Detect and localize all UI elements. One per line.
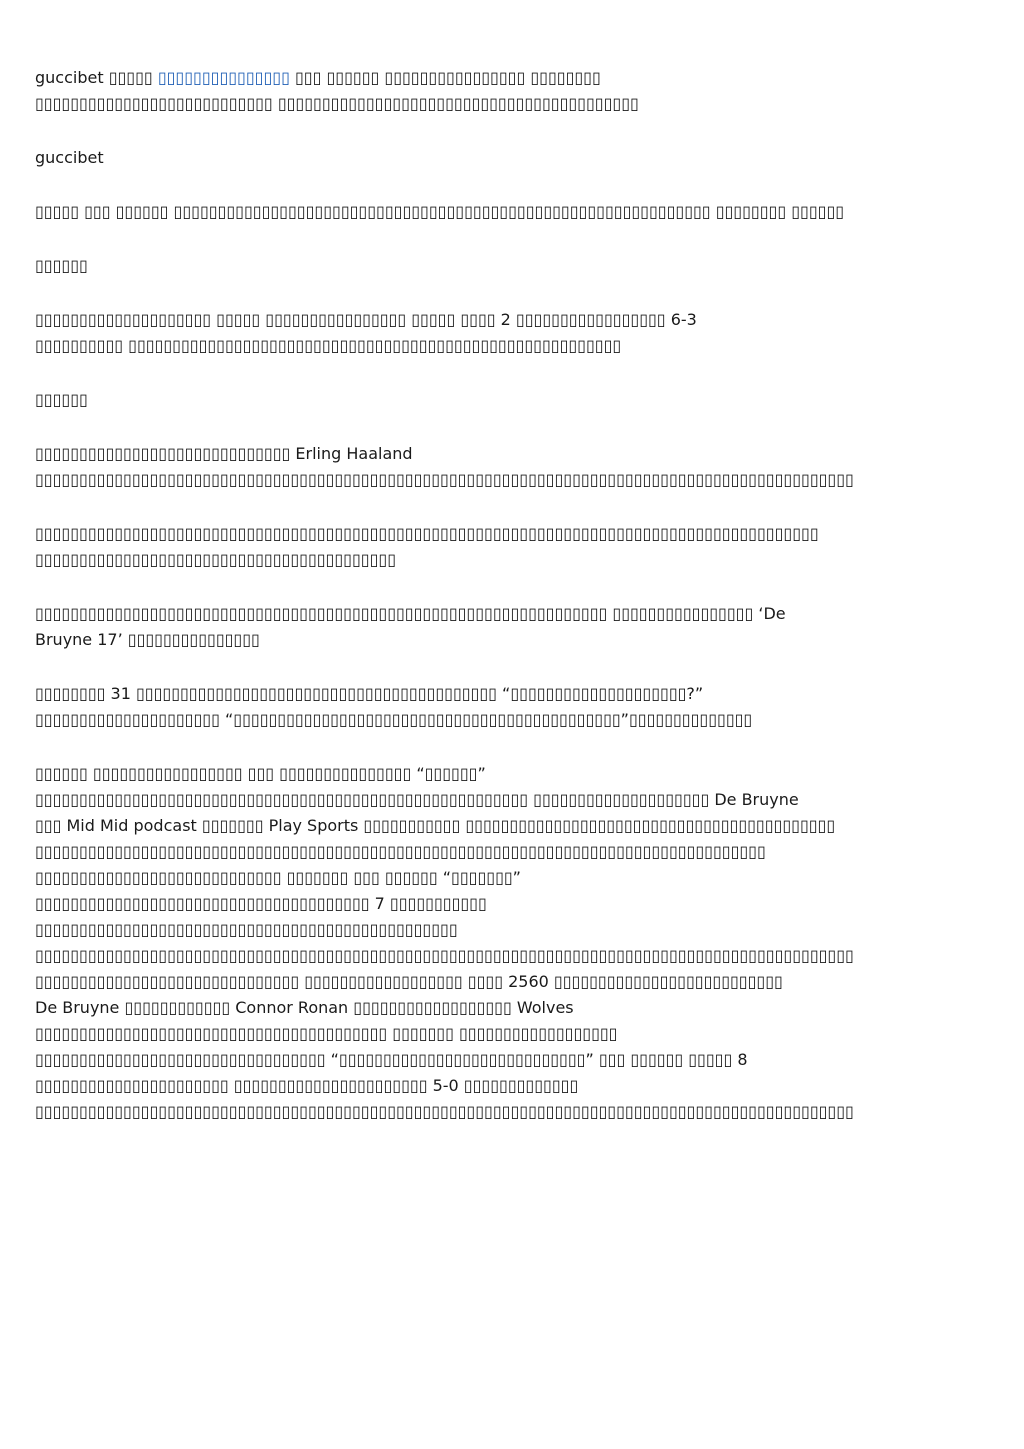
paragraph-9-line: ▯▯▯▯▯▯▯▯▯▯▯▯▯▯▯▯▯▯▯▯▯▯▯▯▯▯▯▯▯▯ ▯▯▯▯▯▯▯▯▯▯▯▯▯▯▯▯▯▯ ▯▯▯▯ 2560 ▯▯▯▯▯▯▯▯▯▯▯▯▯▯▯▯▯▯▯▯▯▯▯▯▯▯ <box>35 972 783 991</box>
intro-text-start: guccibet ▯▯▯▯▯ <box>35 68 158 87</box>
paragraph-6: ▯▯▯▯▯▯▯▯▯▯▯▯▯▯▯▯▯▯▯▯▯▯▯▯▯▯▯▯▯▯▯▯▯▯▯▯▯▯▯▯▯▯▯▯▯▯▯▯▯▯▯▯▯▯▯▯▯▯▯▯▯▯▯▯▯▯▯▯▯▯▯▯▯▯▯▯▯▯▯▯▯▯▯▯▯▯▯▯▯ ▯▯▯▯▯▯▯▯▯▯▯▯▯▯▯▯▯▯▯▯▯▯▯▯▯▯▯▯▯▯▯▯▯▯▯▯▯▯▯▯▯ <box>35 524 819 569</box>
brand-line: guccibet <box>35 148 104 167</box>
paragraph-9 <box>35 761 990 1125</box>
paragraph-9-line: De Bruyne ▯▯▯▯▯▯▯▯▯▯▯▯ Connor Ronan ▯▯▯▯▯▯▯▯▯▯▯▯▯▯▯▯▯▯ Wolves <box>35 998 574 1017</box>
intro-text-rest: ▯▯▯ ▯▯▯▯▯▯ ▯▯▯▯▯▯▯▯▯▯▯▯▯▯▯▯ ▯▯▯▯▯▯▯▯ ▯▯▯▯▯▯▯▯▯▯▯▯▯▯▯▯▯▯▯▯▯▯▯▯▯▯▯ ▯▯▯▯▯▯▯▯▯▯▯▯▯▯▯▯▯▯▯▯▯▯▯▯▯▯▯▯▯▯▯▯▯▯▯▯▯▯▯▯▯ <box>35 68 639 113</box>
paragraph-9-line: ▯▯▯▯▯▯▯▯▯▯▯▯▯▯▯▯▯▯▯▯▯▯▯▯▯▯▯▯▯▯▯▯▯▯▯▯▯▯▯▯ ▯▯▯▯▯▯▯ ▯▯▯▯▯▯▯▯▯▯▯▯▯▯▯▯▯▯ <box>35 1024 618 1043</box>
paragraph-3: ▯▯▯▯▯ ▯▯▯ ▯▯▯▯▯▯ ▯▯▯▯▯▯▯▯▯▯▯▯▯▯▯▯▯▯▯▯▯▯▯▯▯▯▯▯▯▯▯▯▯▯▯▯▯▯▯▯▯▯▯▯▯▯▯▯▯▯▯▯▯▯▯▯▯▯▯▯▯ ▯▯▯▯▯▯▯▯ ▯▯▯▯▯▯ <box>35 202 845 221</box>
section-heading-1: ▯▯▯▯▯▯ <box>35 256 88 275</box>
paragraph-9-line: ▯▯▯▯▯▯▯▯▯▯▯▯▯▯▯▯▯▯▯▯▯▯ ▯▯▯▯▯▯▯▯▯▯▯▯▯▯▯▯▯▯▯▯▯▯ 5-0 ▯▯▯▯▯▯▯▯▯▯▯▯▯ <box>35 1076 579 1095</box>
paragraph-9-line: ▯▯▯▯▯▯▯▯▯▯▯▯▯▯▯▯▯▯▯▯▯▯▯▯▯▯▯▯▯▯▯▯▯▯▯▯▯▯▯▯▯▯▯▯▯▯▯▯▯▯▯▯▯▯▯▯▯▯▯▯▯▯▯▯▯▯▯▯▯▯▯▯▯▯▯▯▯▯▯▯▯▯▯▯▯▯▯▯▯▯▯▯▯ <box>35 1102 854 1121</box>
paragraph-9-line: ▯▯▯▯▯▯▯▯▯▯▯▯▯▯▯▯▯▯▯▯▯▯▯▯▯▯▯▯▯▯▯▯▯▯▯▯▯▯▯▯▯▯▯▯▯▯▯▯▯▯▯▯▯▯▯▯ ▯▯▯▯▯▯▯▯▯▯▯▯▯▯▯▯▯▯▯▯ De Bruyne <box>35 790 799 809</box>
intro-paragraph <box>35 65 990 117</box>
paragraph-9-line: ▯▯▯▯▯▯▯▯▯▯▯▯▯▯▯▯▯▯▯▯▯▯▯▯▯▯▯▯ ▯▯▯▯▯▯▯ ▯▯▯ ▯▯▯▯▯▯ “▯▯▯▯▯▯▯” <box>35 868 521 887</box>
paragraph-4: ▯▯▯▯▯▯▯▯▯▯▯▯▯▯▯▯▯▯▯▯ ▯▯▯▯▯ ▯▯▯▯▯▯▯▯▯▯▯▯▯▯▯▯ ▯▯▯▯▯ ▯▯▯▯ 2 ▯▯▯▯▯▯▯▯▯▯▯▯▯▯▯▯▯ 6-3 ▯▯▯▯▯▯▯▯▯▯ ▯▯▯▯▯▯▯▯▯▯▯▯▯▯▯▯▯▯▯▯▯▯▯▯▯▯▯▯▯▯▯▯▯▯▯▯▯▯▯▯▯▯▯▯▯▯▯▯▯▯▯▯▯▯▯▯ <box>35 310 697 355</box>
paragraph-9-line: ▯▯▯▯▯▯▯▯▯▯▯▯▯▯▯▯▯▯▯▯▯▯▯▯▯▯▯▯▯▯▯▯▯▯▯▯▯▯ 7 ▯▯▯▯▯▯▯▯▯▯▯ <box>35 894 487 913</box>
article-link[interactable]: ▯▯▯▯▯▯▯▯▯▯▯▯▯▯▯ <box>157 68 290 87</box>
paragraph-9-line: ▯▯▯▯▯▯ ▯▯▯▯▯▯▯▯▯▯▯▯▯▯▯▯▯ ▯▯▯ ▯▯▯▯▯▯▯▯▯▯▯▯▯▯▯ “▯▯▯▯▯▯” <box>35 764 486 783</box>
paragraph-7: ▯▯▯▯▯▯▯▯▯▯▯▯▯▯▯▯▯▯▯▯▯▯▯▯▯▯▯▯▯▯▯▯▯▯▯▯▯▯▯▯▯▯▯▯▯▯▯▯▯▯▯▯▯▯▯▯▯▯▯▯▯▯▯▯▯ ▯▯▯▯▯▯▯▯▯▯▯▯▯▯▯▯ ‘De Bruyne 17’ ▯▯▯▯▯▯▯▯▯▯▯▯▯▯▯ <box>35 604 786 649</box>
paragraph-5-line-1: ▯▯▯▯▯▯▯▯▯▯▯▯▯▯▯▯▯▯▯▯▯▯▯▯▯▯▯▯▯ Erling Haaland <box>35 444 413 463</box>
paragraph-9-line: ▯▯▯▯▯▯▯▯▯▯▯▯▯▯▯▯▯▯▯▯▯▯▯▯▯▯▯▯▯▯▯▯▯▯▯▯▯▯▯▯▯▯▯▯▯▯▯▯ <box>35 920 458 939</box>
paragraph-5 <box>35 441 990 493</box>
paragraph-9-line: ▯▯▯▯▯▯▯▯▯▯▯▯▯▯▯▯▯▯▯▯▯▯▯▯▯▯▯▯▯▯▯▯▯▯▯▯▯▯▯▯▯▯▯▯▯▯▯▯▯▯▯▯▯▯▯▯▯▯▯▯▯▯▯▯▯▯▯▯▯▯▯▯▯▯▯▯▯▯▯▯▯▯▯▯▯▯▯▯▯▯▯▯▯ <box>35 946 854 965</box>
paragraph-9-line: ▯▯▯▯▯▯▯▯▯▯▯▯▯▯▯▯▯▯▯▯▯▯▯▯▯▯▯▯▯▯▯▯▯▯▯▯▯▯▯▯▯▯▯▯▯▯▯▯▯▯▯▯▯▯▯▯▯▯▯▯▯▯▯▯▯▯▯▯▯▯▯▯▯▯▯▯▯▯▯▯▯▯▯ <box>35 842 766 861</box>
paragraph-5-line-2: ▯▯▯▯▯▯▯▯▯▯▯▯▯▯▯▯▯▯▯▯▯▯▯▯▯▯▯▯▯▯▯▯▯▯▯▯▯▯▯▯▯▯▯▯▯▯▯▯▯▯▯▯▯▯▯▯▯▯▯▯▯▯▯▯▯▯▯▯▯▯▯▯▯▯▯▯▯▯▯▯▯▯▯▯▯▯▯▯▯▯▯▯▯ <box>35 470 854 489</box>
section-heading-2: ▯▯▯▯▯▯ <box>35 390 88 409</box>
paragraph-9-line: ▯▯▯▯▯▯▯▯▯▯▯▯▯▯▯▯▯▯▯▯▯▯▯▯▯▯▯▯▯▯▯▯▯ “▯▯▯▯▯▯▯▯▯▯▯▯▯▯▯▯▯▯▯▯▯▯▯▯▯▯▯▯” ▯▯▯ ▯▯▯▯▯▯ ▯▯▯▯▯ 8 <box>35 1050 748 1069</box>
paragraph-9-line: ▯▯▯ Mid Mid podcast ▯▯▯▯▯▯▯ Play Sports ▯▯▯▯▯▯▯▯▯▯▯ ▯▯▯▯▯▯▯▯▯▯▯▯▯▯▯▯▯▯▯▯▯▯▯▯▯▯▯▯▯▯▯▯▯▯▯▯▯▯▯▯▯▯ <box>35 816 836 835</box>
paragraph-8: ▯▯▯▯▯▯▯▯ 31 ▯▯▯▯▯▯▯▯▯▯▯▯▯▯▯▯▯▯▯▯▯▯▯▯▯▯▯▯▯▯▯▯▯▯▯▯▯▯▯▯▯ “▯▯▯▯▯▯▯▯▯▯▯▯▯▯▯▯▯▯▯▯?” ▯▯▯▯▯▯▯▯▯▯▯▯▯▯▯▯▯▯▯▯▯ “▯▯▯▯▯▯▯▯▯▯▯▯▯▯▯▯▯▯▯▯▯▯▯▯▯▯▯▯▯▯▯▯▯▯▯▯▯▯▯▯▯▯▯▯”▯▯▯▯▯▯▯▯▯▯▯▯▯▯ <box>35 684 753 729</box>
